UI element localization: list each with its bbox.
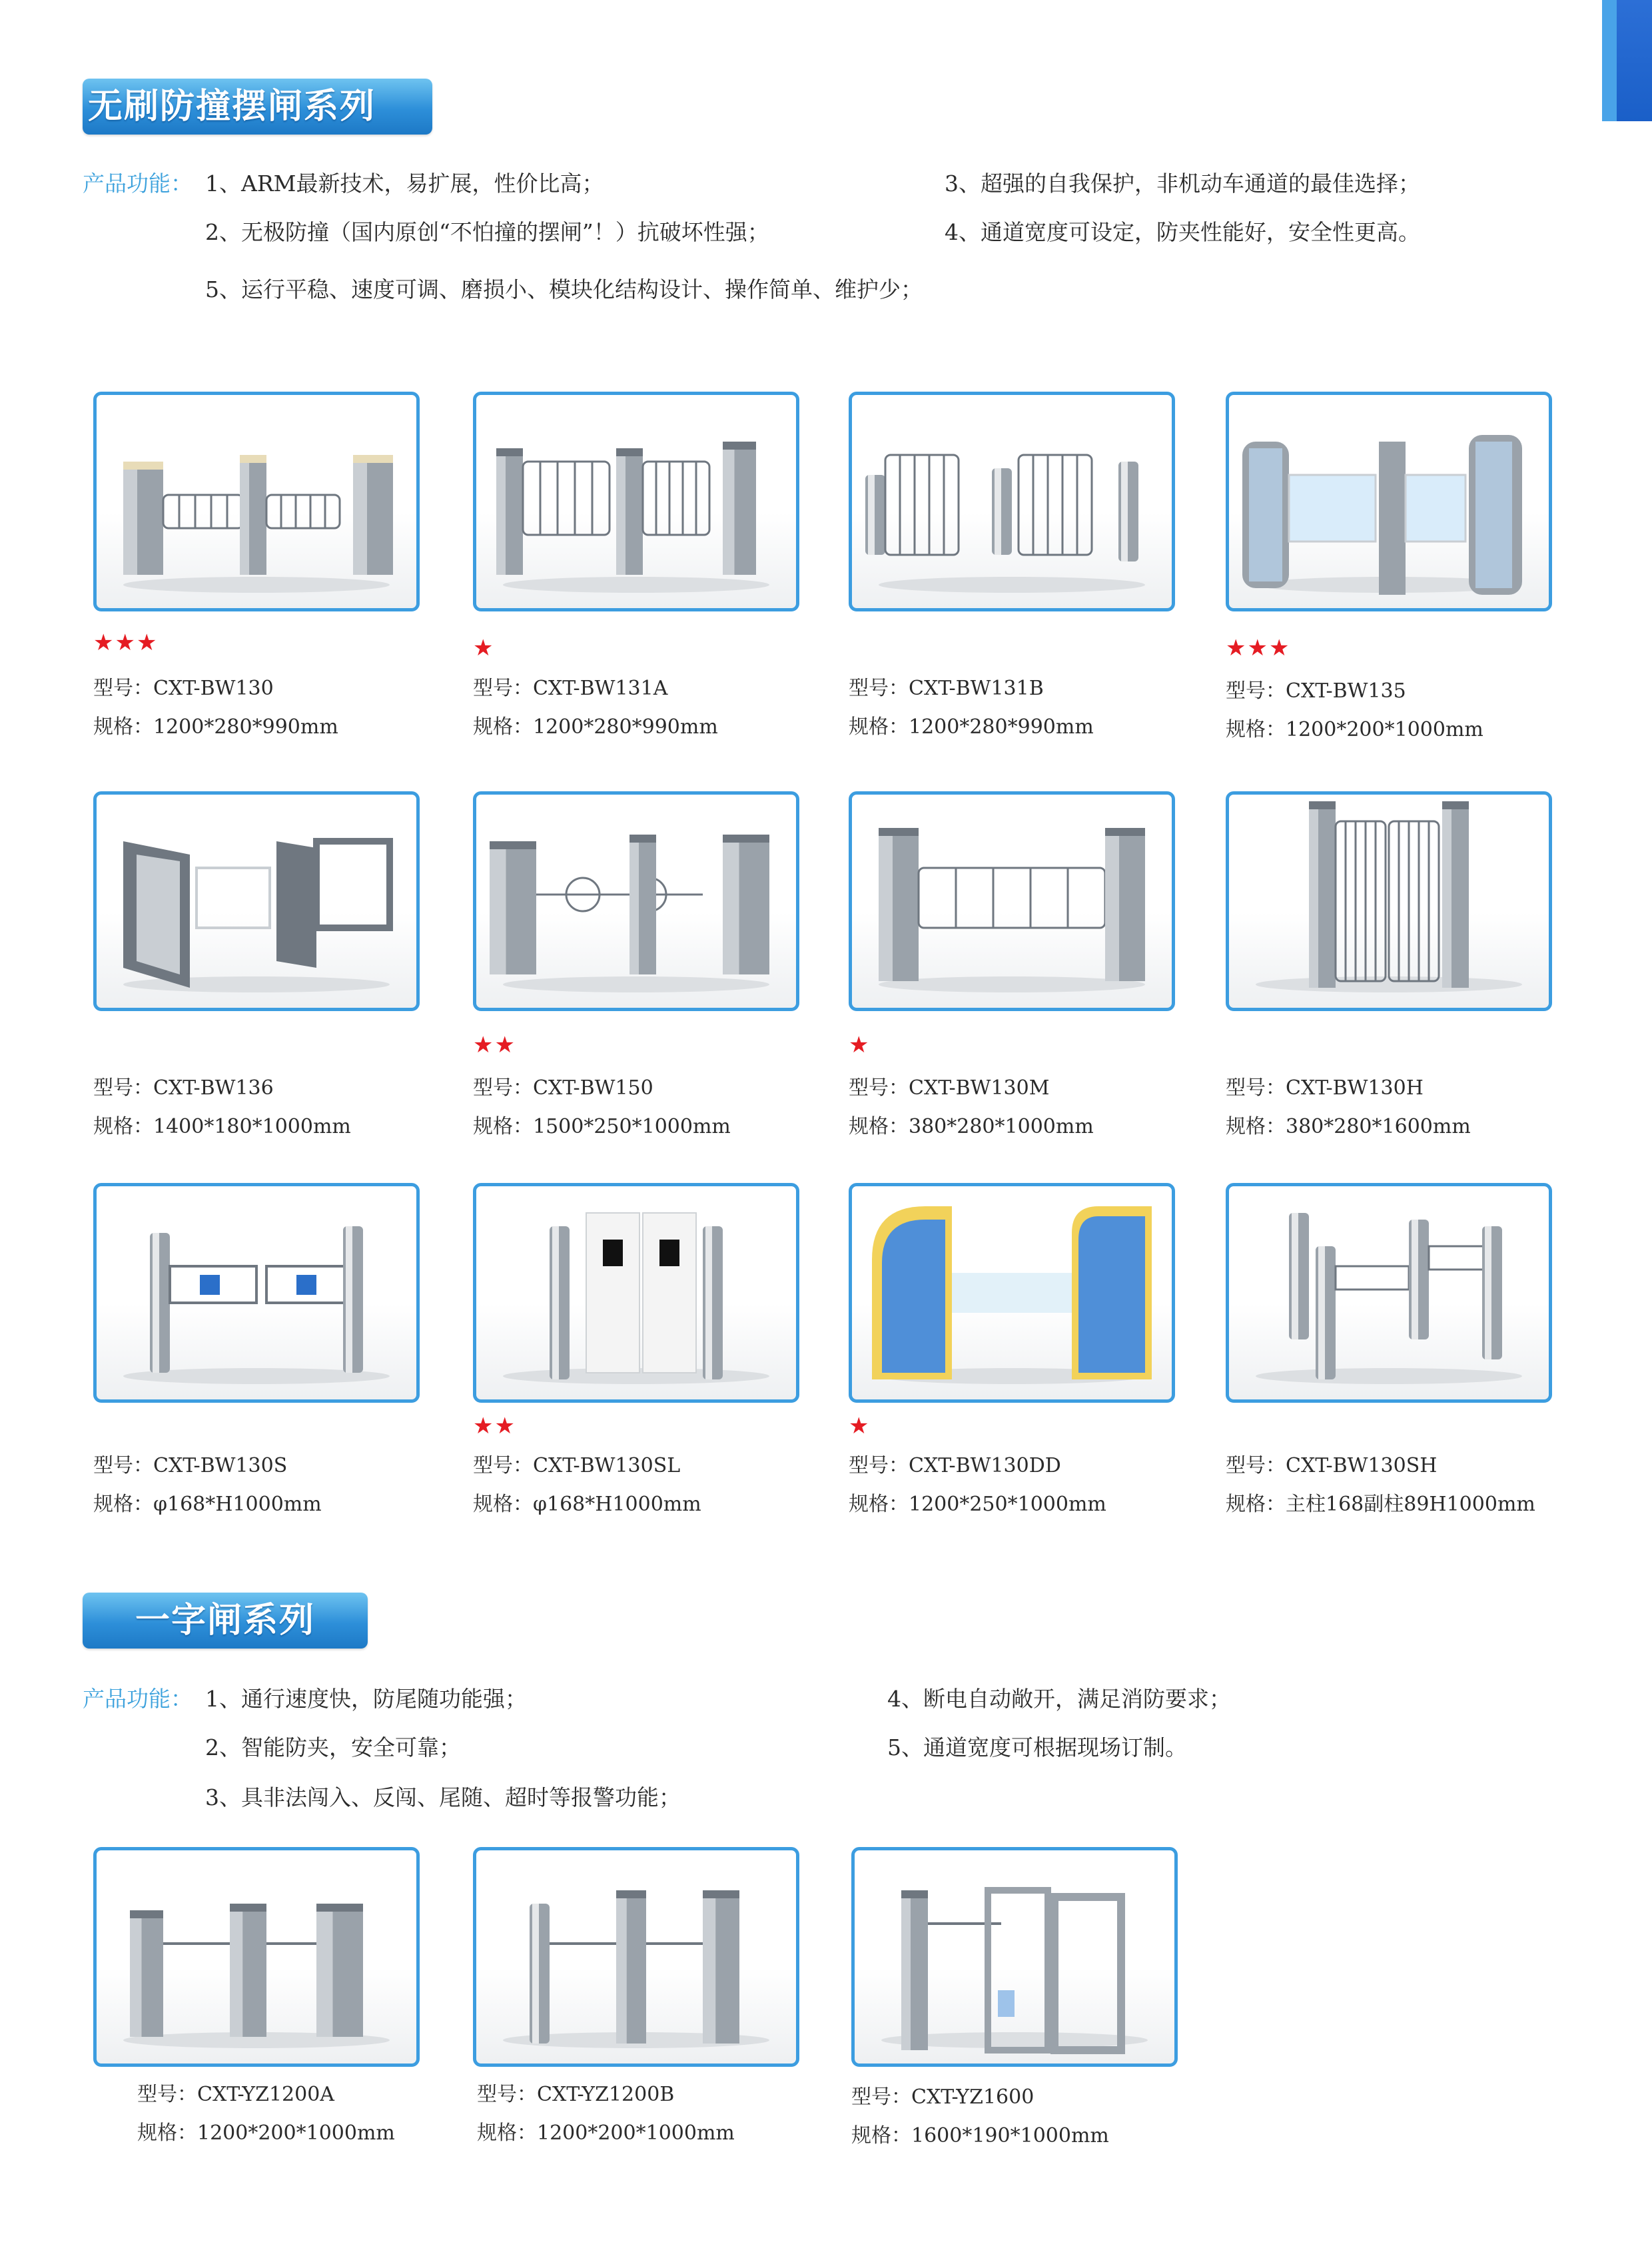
product-caption bbox=[849, 1447, 1106, 1524]
features-label: 产品功能： bbox=[83, 1686, 193, 1712]
product-image-card bbox=[473, 1847, 799, 2067]
turnstile-illustration bbox=[476, 1186, 796, 1399]
product-model: 型号：CXT-BW131A bbox=[473, 677, 668, 700]
features-label: 产品功能： bbox=[83, 171, 193, 196]
product-spec: 规格：主柱168副柱89H1000mm bbox=[1226, 1493, 1535, 1516]
product-image-card bbox=[473, 791, 799, 1011]
product-model: 型号：CXT-BW130SL bbox=[473, 1454, 681, 1477]
product-caption bbox=[849, 1069, 1094, 1146]
product-spec: 规格：1200*250*1000mm bbox=[849, 1493, 1106, 1516]
product-model: 型号：CXT-BW150 bbox=[473, 1076, 653, 1100]
feature-item: 2、无极防撞（国内原创“不怕撞的摆闸”！）抗破坏性强； bbox=[205, 219, 769, 245]
product-model: 型号：CXT-YZ1200A bbox=[137, 2083, 334, 2106]
product-caption bbox=[93, 1447, 322, 1524]
feature-item: 1、ARM最新技术，易扩展，性价比高； bbox=[205, 171, 604, 196]
product-spec: 规格：1200*200*1000mm bbox=[477, 2121, 735, 2145]
feature-item: 4、通道宽度可设定，防夹性能好，安全性更高。 bbox=[945, 219, 1420, 245]
product-caption bbox=[473, 1447, 701, 1524]
product-spec: 规格：1200*280*990mm bbox=[473, 715, 718, 739]
product-spec: 规格：1200*200*1000mm bbox=[137, 2121, 395, 2145]
turnstile-illustration bbox=[855, 1850, 1174, 2063]
product-model: 型号：CXT-BW130S bbox=[93, 1454, 288, 1477]
turnstile-illustration bbox=[97, 795, 416, 1008]
product-model: 型号：CXT-BW130DD bbox=[849, 1454, 1061, 1477]
product-caption bbox=[1226, 672, 1483, 749]
product-model: 型号：CXT-BW131B bbox=[849, 677, 1044, 700]
product-spec: 规格：φ168*H1000mm bbox=[93, 1493, 322, 1516]
turnstile-illustration bbox=[97, 1850, 416, 2063]
rating-stars: ★★ bbox=[473, 1032, 516, 1058]
product-spec: 规格：1400*180*1000mm bbox=[93, 1115, 351, 1138]
product-model: 型号：CXT-BW130M bbox=[849, 1076, 1050, 1100]
product-model: 型号：CXT-BW135 bbox=[1226, 679, 1406, 703]
turnstile-illustration bbox=[852, 395, 1172, 608]
feature-item: 3、超强的自我保护，非机动车通道的最佳选择； bbox=[945, 171, 1420, 196]
product-image-card bbox=[849, 392, 1175, 611]
turnstile-illustration bbox=[476, 795, 796, 1008]
turnstile-illustration bbox=[852, 1186, 1172, 1399]
rating-stars: ★★ bbox=[473, 1413, 516, 1439]
product-image-card bbox=[473, 1183, 799, 1403]
product-image-card bbox=[93, 1847, 420, 2067]
product-spec: 规格：380*280*1600mm bbox=[1226, 1115, 1471, 1138]
product-caption bbox=[477, 2075, 735, 2153]
feature-item: 4、断电自动敞开，满足消防要求； bbox=[887, 1686, 1231, 1712]
product-image-card bbox=[1226, 392, 1552, 611]
section-title-bar-gate: 一字闸系列 bbox=[83, 1593, 368, 1649]
product-image-card bbox=[1226, 791, 1552, 1011]
turnstile-illustration bbox=[476, 1850, 796, 2063]
product-model: 型号：CXT-BW130 bbox=[93, 677, 274, 700]
product-model: 型号：CXT-YZ1200B bbox=[477, 2083, 675, 2106]
turnstile-illustration bbox=[97, 395, 416, 608]
product-caption bbox=[1226, 1447, 1535, 1524]
product-image-card bbox=[93, 1183, 420, 1403]
corner-decoration bbox=[1602, 0, 1652, 121]
product-model: 型号：CXT-BW130H bbox=[1226, 1076, 1424, 1100]
product-caption bbox=[1226, 1069, 1471, 1146]
product-spec: 规格：φ168*H1000mm bbox=[473, 1493, 701, 1516]
feature-item: 5、运行平稳、速度可调、磨损小、模块化结构设计、操作简单、维护少； bbox=[205, 276, 923, 302]
product-caption bbox=[93, 1069, 351, 1146]
product-caption bbox=[137, 2075, 395, 2153]
product-spec: 规格：380*280*1000mm bbox=[849, 1115, 1094, 1138]
product-spec: 规格：1200*280*990mm bbox=[849, 715, 1094, 739]
turnstile-illustration bbox=[852, 795, 1172, 1008]
product-image-card bbox=[1226, 1183, 1552, 1403]
product-caption bbox=[93, 669, 338, 747]
rating-stars: ★ bbox=[849, 1413, 871, 1439]
rating-stars: ★★★ bbox=[1226, 635, 1291, 661]
product-caption bbox=[473, 669, 718, 747]
feature-item: 2、智能防夹，安全可靠； bbox=[205, 1734, 461, 1760]
corner-stripe bbox=[1602, 0, 1617, 121]
product-spec: 规格：1600*190*1000mm bbox=[851, 2124, 1109, 2147]
product-image-card bbox=[849, 1183, 1175, 1403]
turnstile-illustration bbox=[476, 395, 796, 608]
product-model: 型号：CXT-BW130SH bbox=[1226, 1454, 1438, 1477]
product-image-card bbox=[93, 791, 420, 1011]
product-spec: 规格：1200*200*1000mm bbox=[1226, 718, 1483, 741]
rating-stars: ★ bbox=[473, 635, 495, 661]
turnstile-illustration bbox=[1229, 395, 1549, 608]
product-model: 型号：CXT-YZ1600 bbox=[851, 2085, 1034, 2109]
feature-item: 3、具非法闯入、反闯、尾随、超时等报警功能； bbox=[205, 1784, 681, 1810]
product-image-card bbox=[849, 791, 1175, 1011]
turnstile-illustration bbox=[97, 1186, 416, 1399]
section-title-swing-gate: 无刷防撞摆闸系列 bbox=[83, 79, 432, 135]
feature-item: 1、通行速度快，防尾随功能强； bbox=[205, 1686, 527, 1712]
feature-item: 5、通道宽度可根据现场订制。 bbox=[887, 1734, 1187, 1760]
product-image-card bbox=[93, 392, 420, 611]
rating-stars: ★ bbox=[849, 1032, 871, 1058]
product-image-card bbox=[851, 1847, 1178, 2067]
product-model: 型号：CXT-BW136 bbox=[93, 1076, 274, 1100]
product-caption bbox=[849, 669, 1094, 747]
turnstile-illustration bbox=[1229, 795, 1549, 1008]
product-caption bbox=[473, 1069, 731, 1146]
product-spec: 规格：1500*250*1000mm bbox=[473, 1115, 731, 1138]
rating-stars: ★★★ bbox=[93, 629, 159, 656]
product-image-card bbox=[473, 392, 799, 611]
turnstile-illustration bbox=[1229, 1186, 1549, 1399]
product-caption bbox=[851, 2078, 1109, 2155]
product-spec: 规格：1200*280*990mm bbox=[93, 715, 338, 739]
